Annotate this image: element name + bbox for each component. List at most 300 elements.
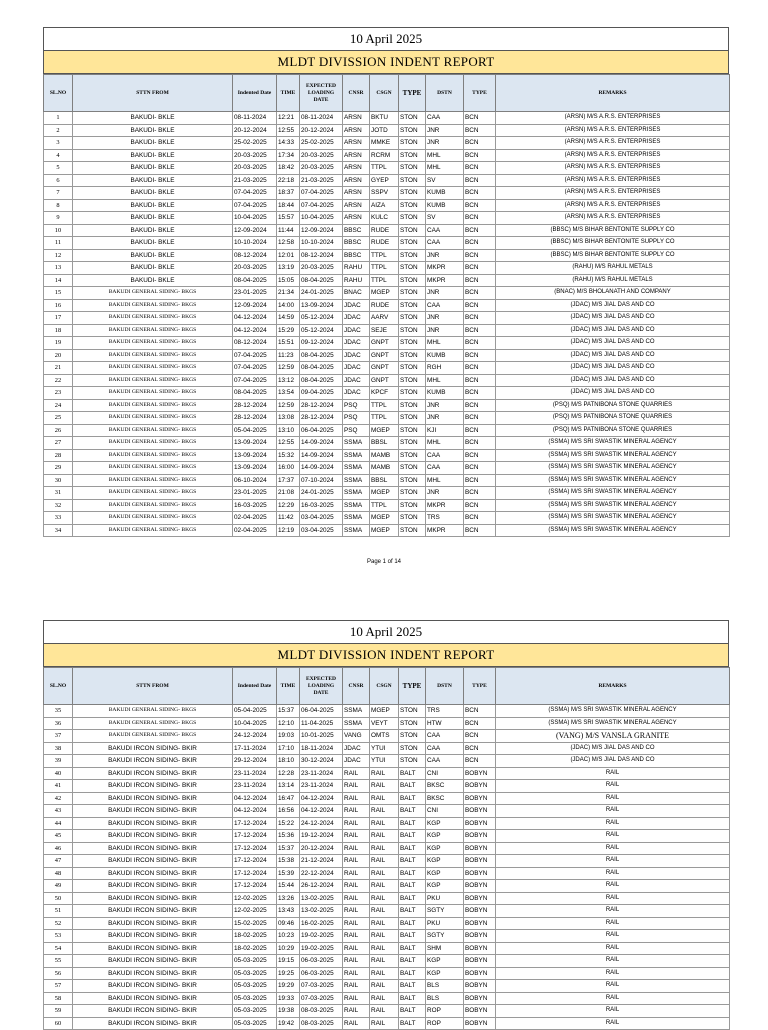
table-cell: (PSQ) M/S PATNIBONA STONE QUARRIES: [496, 399, 730, 412]
table-row: [44, 249, 730, 262]
table-cell: BCN: [464, 199, 496, 212]
table-cell: STON: [399, 174, 426, 187]
table-cell: 11: [44, 237, 73, 250]
table-cell: CAA: [426, 755, 464, 768]
table-cell: RAIL: [496, 855, 730, 868]
table-cell: PKU: [426, 892, 464, 905]
table-cell: (ARSN) M/S A.R.S. ENTERPRISES: [496, 199, 730, 212]
table-cell: BCN: [464, 299, 496, 312]
table-row: [44, 980, 730, 993]
table-cell: BAKUDI GENERAL SIDING- BKGS: [73, 374, 233, 387]
table-cell: BALT: [399, 967, 426, 980]
table-cell: 23-11-2024: [300, 780, 343, 793]
column-header: CNSR: [343, 668, 370, 705]
table-cell: 19:38: [277, 1005, 300, 1018]
table-cell: (JDAC) M/S JIAL DAS AND CO: [496, 337, 730, 350]
table-cell: BOBYN: [464, 780, 496, 793]
table-cell: 25: [44, 412, 73, 425]
table-cell: 19:33: [277, 992, 300, 1005]
table-cell: BAKUDI IRCON SIDING- BKIR: [73, 867, 233, 880]
table-cell: 53: [44, 930, 73, 943]
table-cell: 29: [44, 462, 73, 475]
table-row: [44, 717, 730, 730]
table-cell: 12:55: [277, 437, 300, 450]
table-cell: BAKUDI IRCON SIDING- BKIR: [73, 767, 233, 780]
table-cell: BAKUDI GENERAL SIDING- BKGS: [73, 412, 233, 425]
table-cell: RAIL: [343, 880, 370, 893]
table-cell: RAIL: [343, 980, 370, 993]
table-cell: 19:03: [277, 730, 300, 743]
table-cell: 19: [44, 337, 73, 350]
table-cell: STON: [399, 474, 426, 487]
table-cell: CAA: [426, 224, 464, 237]
table-cell: BALT: [399, 1005, 426, 1018]
table-cell: 13-02-2025: [300, 905, 343, 918]
table-cell: RAIL: [496, 917, 730, 930]
table-cell: 06-04-2025: [300, 424, 343, 437]
table-cell: 15:29: [277, 324, 300, 337]
table-cell: STON: [399, 462, 426, 475]
table-cell: BCN: [464, 249, 496, 262]
table-cell: (ARSN) M/S A.R.S. ENTERPRISES: [496, 162, 730, 175]
table-cell: 13:26: [277, 892, 300, 905]
table-cell: RAIL: [496, 867, 730, 880]
table-cell: 14-09-2024: [300, 449, 343, 462]
report-date: 10 April 2025: [43, 27, 729, 50]
table-cell: JDAC: [343, 374, 370, 387]
table-cell: RUDE: [370, 237, 399, 250]
table-cell: SSMA: [343, 437, 370, 450]
table-cell: 41: [44, 780, 73, 793]
table-cell: BAKUDI GENERAL SIDING- BKGS: [73, 349, 233, 362]
table-cell: 10-10-2024: [233, 237, 277, 250]
table-cell: BAKUDI GENERAL SIDING- BKGS: [73, 474, 233, 487]
table-cell: BALT: [399, 817, 426, 830]
table-cell: 16:56: [277, 805, 300, 818]
table-cell: RAIL: [496, 905, 730, 918]
table-cell: STON: [399, 224, 426, 237]
table-cell: JDAC: [343, 337, 370, 350]
table-cell: BAKUDI- BKLE: [73, 174, 233, 187]
table-cell: BNAC: [343, 287, 370, 300]
table-cell: 21:34: [277, 287, 300, 300]
table-cell: STON: [399, 149, 426, 162]
table-cell: 05-03-2025: [233, 992, 277, 1005]
table-cell: RAIL: [496, 892, 730, 905]
table-cell: (ARSN) M/S A.R.S. ENTERPRISES: [496, 149, 730, 162]
table-cell: 55: [44, 955, 73, 968]
table-cell: 15:05: [277, 274, 300, 287]
table-cell: CAA: [426, 742, 464, 755]
table-cell: 36: [44, 717, 73, 730]
column-header: CSGN: [370, 75, 399, 112]
table-cell: 35: [44, 705, 73, 718]
table-cell: RAIL: [496, 817, 730, 830]
table-cell: RAIL: [343, 842, 370, 855]
table-cell: 08-11-2024: [300, 112, 343, 125]
table-cell: CAA: [426, 730, 464, 743]
table-cell: BAKUDI IRCON SIDING- BKIR: [73, 817, 233, 830]
table-cell: 13:12: [277, 374, 300, 387]
table-cell: 28: [44, 449, 73, 462]
table-cell: 37: [44, 730, 73, 743]
table-cell: BALT: [399, 892, 426, 905]
table-cell: 26: [44, 424, 73, 437]
table-cell: JDAC: [343, 387, 370, 400]
table-cell: 06-10-2024: [233, 474, 277, 487]
table-cell: BCN: [464, 237, 496, 250]
table-row: [44, 892, 730, 905]
table-cell: STON: [399, 705, 426, 718]
table-cell: GNPT: [370, 362, 399, 375]
table-cell: MKPR: [426, 274, 464, 287]
table-cell: BALT: [399, 855, 426, 868]
table-cell: 12:55: [277, 124, 300, 137]
table-cell: AARV: [370, 312, 399, 325]
table-cell: 30-12-2024: [300, 755, 343, 768]
table-row: [44, 124, 730, 137]
table-row: [44, 830, 730, 843]
table-cell: SGTY: [426, 905, 464, 918]
table-cell: BAKUDI GENERAL SIDING- BKGS: [73, 287, 233, 300]
table-cell: 13: [44, 262, 73, 275]
table-cell: SHM: [426, 942, 464, 955]
table-cell: RAIL: [370, 955, 399, 968]
table-cell: BAKUDI GENERAL SIDING- BKGS: [73, 462, 233, 475]
table-cell: MHL: [426, 374, 464, 387]
table-cell: STON: [399, 349, 426, 362]
table-cell: STON: [399, 112, 426, 125]
table-cell: BCN: [464, 324, 496, 337]
table-row: [44, 1005, 730, 1018]
table-cell: RAIL: [370, 980, 399, 993]
table-cell: RAIL: [343, 1005, 370, 1018]
table-cell: KUMB: [426, 187, 464, 200]
table-cell: BOBYN: [464, 917, 496, 930]
table-cell: JDAC: [343, 299, 370, 312]
page-number: Page 1 of 14: [366, 559, 402, 565]
report-title: MLDT DIVISSION INDENT REPORT: [43, 50, 729, 74]
table-row: [44, 524, 730, 537]
table-cell: BOBYN: [464, 967, 496, 980]
table-cell: 11:44: [277, 224, 300, 237]
table-cell: BCN: [464, 187, 496, 200]
table-cell: MGEP: [370, 487, 399, 500]
table-row: [44, 199, 730, 212]
table-cell: SSMA: [343, 449, 370, 462]
table-row: [44, 1017, 730, 1030]
table-cell: YTUI: [370, 755, 399, 768]
table-cell: KGP: [426, 955, 464, 968]
table-cell: 21-12-2024: [300, 855, 343, 868]
table-cell: TTPL: [370, 162, 399, 175]
table-cell: RAIL: [370, 767, 399, 780]
column-header: REMARKS: [496, 668, 730, 705]
table-cell: BALT: [399, 867, 426, 880]
table-cell: 10-04-2025: [300, 212, 343, 225]
table-cell: RAIL: [370, 780, 399, 793]
table-cell: BAKUDI- BKLE: [73, 212, 233, 225]
table-cell: MHL: [426, 474, 464, 487]
table-cell: 17-11-2024: [233, 742, 277, 755]
table-cell: BALT: [399, 767, 426, 780]
table-cell: BAKUDI GENERAL SIDING- BKGS: [73, 512, 233, 525]
table-cell: SSMA: [343, 462, 370, 475]
table-cell: (PSQ) M/S PATNIBONA STONE QUARRIES: [496, 412, 730, 425]
table-cell: 8: [44, 199, 73, 212]
table-cell: 21-03-2025: [233, 174, 277, 187]
table-cell: 18:10: [277, 755, 300, 768]
table-cell: VEYT: [370, 717, 399, 730]
table-cell: STON: [399, 337, 426, 350]
table-cell: BCN: [464, 755, 496, 768]
table-cell: (BNAC) M/S BHOLANATH AND COMPANY: [496, 287, 730, 300]
table-cell: 17-12-2024: [233, 880, 277, 893]
table-cell: 19:42: [277, 1017, 300, 1030]
table-cell: BAKUDI- BKLE: [73, 199, 233, 212]
table-cell: SSMA: [343, 717, 370, 730]
table-cell: 10-04-2025: [233, 717, 277, 730]
table-cell: 08-04-2025: [300, 349, 343, 362]
table-header: [44, 75, 730, 112]
table-cell: BCN: [464, 112, 496, 125]
table-cell: 46: [44, 842, 73, 855]
table-cell: 19-12-2024: [300, 830, 343, 843]
table-cell: 1: [44, 112, 73, 125]
table-cell: 17-12-2024: [233, 867, 277, 880]
table-cell: (SSMA) M/S SRI SWASTIK MINERAL AGENCY: [496, 449, 730, 462]
table-cell: ARSN: [343, 124, 370, 137]
table-cell: 09-04-2025: [300, 387, 343, 400]
table-cell: 11:23: [277, 349, 300, 362]
table-cell: STON: [399, 299, 426, 312]
table-cell: 16:00: [277, 462, 300, 475]
table-cell: BOBYN: [464, 930, 496, 943]
table-row: [44, 817, 730, 830]
table-row: [44, 730, 730, 743]
table-cell: (JDAC) M/S JIAL DAS AND CO: [496, 312, 730, 325]
column-header: TYPE: [464, 75, 496, 112]
table-cell: (SSMA) M/S SRI SWASTIK MINERAL AGENCY: [496, 717, 730, 730]
table-cell: TRS: [426, 705, 464, 718]
table-cell: STON: [399, 730, 426, 743]
table-cell: 17:34: [277, 149, 300, 162]
table-cell: BALT: [399, 942, 426, 955]
table-cell: VANG: [343, 730, 370, 743]
table-row: [44, 917, 730, 930]
table-cell: BAKUDI- BKLE: [73, 262, 233, 275]
table-cell: BBSC: [343, 237, 370, 250]
report-page-1: [43, 27, 729, 537]
table-cell: 16-02-2025: [300, 917, 343, 930]
table-cell: 23-11-2024: [233, 780, 277, 793]
table-cell: (JDAC) M/S JIAL DAS AND CO: [496, 742, 730, 755]
table-cell: RAIL: [370, 867, 399, 880]
table-cell: RCRM: [370, 149, 399, 162]
table-cell: (SSMA) M/S SRI SWASTIK MINERAL AGENCY: [496, 705, 730, 718]
table-cell: BALT: [399, 917, 426, 930]
table-header: [44, 668, 730, 705]
table-cell: BBSL: [370, 474, 399, 487]
column-header: EXPECTED LOADING DATE: [300, 75, 343, 112]
table-cell: 05-12-2024: [300, 312, 343, 325]
table-cell: 08-04-2025: [300, 362, 343, 375]
table-cell: GNPT: [370, 337, 399, 350]
table-cell: 24-12-2024: [233, 730, 277, 743]
table-cell: 14:33: [277, 137, 300, 150]
table-cell: 08-03-2025: [300, 1005, 343, 1018]
table-cell: ARSN: [343, 149, 370, 162]
table-cell: 13-09-2024: [233, 449, 277, 462]
table-cell: 14: [44, 274, 73, 287]
table-cell: RAIL: [496, 767, 730, 780]
table-cell: TTPL: [370, 249, 399, 262]
table-cell: 19-02-2025: [300, 930, 343, 943]
table-cell: RAIL: [343, 805, 370, 818]
table-cell: 56: [44, 967, 73, 980]
table-cell: RAIL: [370, 1005, 399, 1018]
table-cell: 05-03-2025: [233, 955, 277, 968]
table-cell: BAKUDI GENERAL SIDING- BKGS: [73, 324, 233, 337]
table-cell: BAKUDI IRCON SIDING- BKIR: [73, 980, 233, 993]
table-cell: ARSN: [343, 187, 370, 200]
table-cell: 07-10-2024: [300, 474, 343, 487]
table-cell: (SSMA) M/S SRI SWASTIK MINERAL AGENCY: [496, 499, 730, 512]
table-cell: BCN: [464, 412, 496, 425]
column-header: TYPE: [399, 668, 426, 705]
table-cell: RAIL: [496, 967, 730, 980]
table-cell: BCN: [464, 449, 496, 462]
table-cell: BAKUDI- BKLE: [73, 112, 233, 125]
table-cell: 08-12-2024: [233, 249, 277, 262]
table-cell: RAIL: [370, 1017, 399, 1030]
table-cell: 20-03-2025: [233, 162, 277, 175]
table-cell: BCN: [464, 705, 496, 718]
table-cell: 10:23: [277, 930, 300, 943]
table-cell: RAIL: [343, 955, 370, 968]
table-row: [44, 880, 730, 893]
table-cell: BCN: [464, 174, 496, 187]
table-cell: BCN: [464, 287, 496, 300]
table-cell: MGEP: [370, 424, 399, 437]
table-cell: BOBYN: [464, 767, 496, 780]
table-cell: STON: [399, 212, 426, 225]
table-cell: BCN: [464, 499, 496, 512]
table-cell: 21-03-2025: [300, 174, 343, 187]
table-cell: BOBYN: [464, 905, 496, 918]
table-cell: RAIL: [496, 942, 730, 955]
table-cell: 47: [44, 855, 73, 868]
table-cell: 16-03-2025: [233, 499, 277, 512]
report-page-2: [43, 620, 729, 1030]
table-cell: 09-12-2024: [300, 337, 343, 350]
table-row: [44, 462, 730, 475]
table-row: [44, 112, 730, 125]
table-cell: BAKUDI GENERAL SIDING- BKGS: [73, 424, 233, 437]
table-cell: HTW: [426, 717, 464, 730]
table-cell: RUDE: [370, 299, 399, 312]
table-row: [44, 755, 730, 768]
table-row: [44, 424, 730, 437]
column-header: DSTN: [426, 75, 464, 112]
table-cell: (SSMA) M/S SRI SWASTIK MINERAL AGENCY: [496, 474, 730, 487]
table-cell: (ARSN) M/S A.R.S. ENTERPRISES: [496, 187, 730, 200]
table-cell: RAIL: [496, 1005, 730, 1018]
table-cell: BCN: [464, 312, 496, 325]
indent-table: [43, 667, 730, 1030]
table-cell: ARSN: [343, 174, 370, 187]
table-cell: BCN: [464, 262, 496, 275]
table-cell: STON: [399, 449, 426, 462]
table-cell: MHL: [426, 337, 464, 350]
table-cell: TTPL: [370, 399, 399, 412]
table-cell: 25-02-2025: [233, 137, 277, 150]
table-cell: 10-04-2025: [233, 212, 277, 225]
table-cell: 20-12-2024: [300, 124, 343, 137]
table-cell: STON: [399, 387, 426, 400]
table-cell: KJI: [426, 424, 464, 437]
table-cell: (BBSC) M/S BIHAR BENTONITE SUPPLY CO: [496, 224, 730, 237]
table-cell: ARSN: [343, 212, 370, 225]
table-cell: 3: [44, 137, 73, 150]
table-cell: 15:51: [277, 337, 300, 350]
table-cell: 38: [44, 742, 73, 755]
table-cell: 08-04-2025: [300, 274, 343, 287]
table-cell: (JDAC) M/S JIAL DAS AND CO: [496, 362, 730, 375]
table-cell: RAHU: [343, 262, 370, 275]
table-cell: BAKUDI IRCON SIDING- BKIR: [73, 842, 233, 855]
table-cell: 20-03-2025: [233, 149, 277, 162]
table-cell: BAKUDI IRCON SIDING- BKIR: [73, 992, 233, 1005]
table-cell: 58: [44, 992, 73, 1005]
table-row: [44, 274, 730, 287]
table-cell: SSMA: [343, 487, 370, 500]
table-cell: PSQ: [343, 412, 370, 425]
table-cell: BOBYN: [464, 855, 496, 868]
table-cell: RAIL: [343, 892, 370, 905]
report-date: 10 April 2025: [43, 620, 729, 643]
table-cell: 03-04-2025: [300, 512, 343, 525]
table-cell: MGEP: [370, 705, 399, 718]
table-cell: MHL: [426, 149, 464, 162]
table-cell: 12-09-2024: [233, 224, 277, 237]
table-cell: 16: [44, 299, 73, 312]
table-cell: 07-04-2025: [233, 187, 277, 200]
table-cell: STON: [399, 362, 426, 375]
table-cell: BCN: [464, 717, 496, 730]
column-header: REMARKS: [496, 75, 730, 112]
table-cell: 48: [44, 867, 73, 880]
table-row: [44, 905, 730, 918]
table-cell: (SSMA) M/S SRI SWASTIK MINERAL AGENCY: [496, 524, 730, 537]
table-row: [44, 399, 730, 412]
table-cell: RAIL: [496, 955, 730, 968]
table-cell: RGH: [426, 362, 464, 375]
table-cell: BOBYN: [464, 942, 496, 955]
table-cell: 07-04-2025: [233, 374, 277, 387]
table-cell: 18: [44, 324, 73, 337]
table-cell: 12:21: [277, 112, 300, 125]
table-cell: 20-03-2025: [300, 262, 343, 275]
table-cell: 12:01: [277, 249, 300, 262]
table-cell: 12-09-2024: [233, 299, 277, 312]
table-cell: KPCF: [370, 387, 399, 400]
table-cell: BAKUDI IRCON SIDING- BKIR: [73, 805, 233, 818]
table-cell: (ARSN) M/S A.R.S. ENTERPRISES: [496, 112, 730, 125]
table-cell: (RAHU) M/S RAHUL METALS: [496, 274, 730, 287]
table-cell: (ARSN) M/S A.R.S. ENTERPRISES: [496, 124, 730, 137]
table-row: [44, 412, 730, 425]
